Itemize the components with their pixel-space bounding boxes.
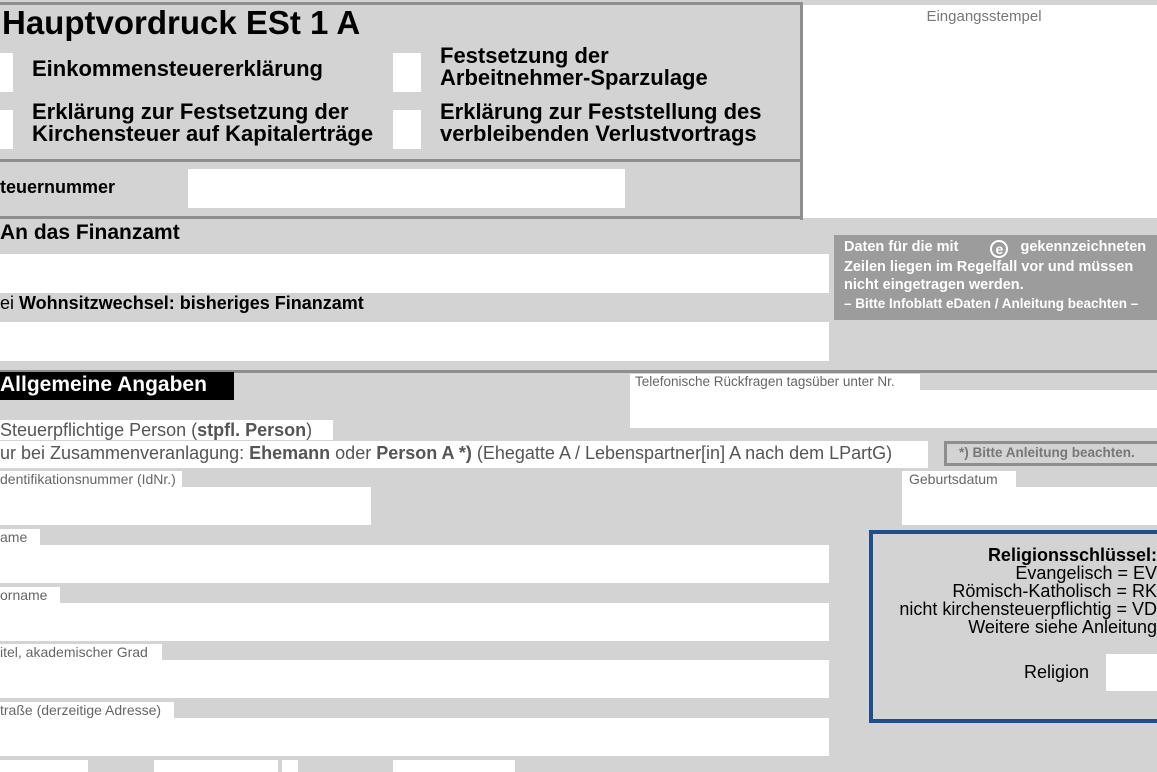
religion-key-text xyxy=(869,546,1157,636)
eingangsstempel-label: Eingangsstempel xyxy=(926,8,1042,25)
divider xyxy=(0,159,803,162)
steuernummer-label: teuernummer xyxy=(0,177,116,197)
edaten-e-icon: e xyxy=(990,240,1008,258)
zusammen-person-a: Person A xyxy=(376,443,454,463)
option-verlust-line2: verbleibenden Verlustvortrags xyxy=(440,121,757,146)
form-title: Hauptvordruck ESt 1 A xyxy=(2,4,361,41)
steuernummer-input[interactable] xyxy=(188,169,625,208)
allgemeine-angaben-heading: Allgemeine Angaben xyxy=(0,372,234,400)
option-kirchensteuer-line2: Kirchensteuer auf Kapitalerträge xyxy=(32,121,374,146)
person-post: ) xyxy=(306,420,313,440)
option-verlust-line1: Erklärung zur Feststellung des xyxy=(440,99,762,124)
vorname-input[interactable] xyxy=(0,603,829,641)
info-line2: Zeilen liegen im Regelfall vor und müssen xyxy=(844,259,1134,275)
next-row-label-strip xyxy=(282,760,298,772)
option-kirchensteuer-label xyxy=(32,101,373,145)
next-row-label-strip xyxy=(0,760,88,772)
info-line3: nicht eingetragen werden. xyxy=(844,276,1024,293)
religion-key-title: Religionsschlüssel: xyxy=(987,545,1157,565)
zusammen-mid: oder xyxy=(330,443,377,463)
religion-key-vd: nicht kirchensteuerpflichtig = VD xyxy=(899,599,1157,619)
option-verlust-label xyxy=(440,101,762,145)
zusammen-pre: ur bei Zusammenveranlagung: xyxy=(0,443,250,463)
next-row-label-strip xyxy=(154,760,278,772)
bisheriges-finanzamt-input[interactable] xyxy=(0,322,829,361)
finanzamt-input[interactable] xyxy=(0,254,829,293)
option-sparzulage-label xyxy=(440,45,708,89)
name-input[interactable] xyxy=(0,545,829,583)
geburtsdatum-input[interactable] xyxy=(902,487,1157,525)
person-bold: stpfl. Person xyxy=(197,420,307,440)
option-sparzulage-line1: Festsetzung der xyxy=(440,43,609,68)
religion-input[interactable] xyxy=(1106,654,1157,691)
religion-label: Religion xyxy=(1024,662,1090,682)
option-est-label: Einkommensteuererklärung xyxy=(32,56,323,81)
vorname-label: orname xyxy=(0,587,60,603)
info-line1-b: gekennzeichneten xyxy=(1020,239,1147,255)
option-kirchensteuer-line1: Erklärung zur Festsetzung der xyxy=(32,99,349,124)
titel-input[interactable] xyxy=(0,660,829,698)
checkbox-einkommensteuererklaerung[interactable] xyxy=(0,53,13,92)
name-label: ame xyxy=(0,529,40,545)
telefon-label: Telefonische Rückfragen tagsüber unter Nr. xyxy=(635,374,901,390)
religion-key-rk: Römisch-Katholisch = RK xyxy=(952,581,1157,601)
religion-key-more: Weitere siehe Anleitung xyxy=(968,617,1157,637)
checkbox-sparzulage[interactable] xyxy=(393,53,421,92)
info-line1 xyxy=(844,238,1157,258)
info-line1-a: Daten für die mit xyxy=(844,239,959,255)
strasse-label: traße (derzeitige Adresse) xyxy=(0,702,174,718)
zusammen-post: (Ehegatte A / Lebenspartner[in] A nach dem LPartG) xyxy=(471,443,893,463)
zusammen-ehemann: Ehemann xyxy=(249,443,331,463)
finanzamt-label: An das Finanzamt xyxy=(0,221,180,244)
info-line4: – Bitte Infoblatt eDaten / Anleitung beachten – xyxy=(844,295,1139,311)
divider xyxy=(0,216,803,219)
next-row-label-strip xyxy=(393,760,515,772)
idnr-input[interactable] xyxy=(0,487,371,525)
titel-label: itel, akademischer Grad xyxy=(0,644,162,660)
strasse-input[interactable] xyxy=(0,718,829,756)
zusammenveranlagung-label xyxy=(0,442,892,464)
wohnsitz-label xyxy=(0,293,364,313)
eingangsstempel-area xyxy=(803,5,1157,218)
zusammen-star: *) xyxy=(453,443,472,463)
telefon-label-gap xyxy=(920,374,1157,390)
person-label xyxy=(0,419,312,441)
geburtsdatum-label: Geburtsdatum xyxy=(902,471,1016,487)
person-pre: Steuerpflichtige Person ( xyxy=(0,420,198,440)
option-sparzulage-line2: Arbeitnehmer-Sparzulage xyxy=(440,65,708,90)
edaten-info-box xyxy=(834,235,1157,320)
wohnsitz-text: Wohnsitzwechsel: bisheriges Finanzamt xyxy=(19,293,364,313)
anleitung-hinweis: *) Bitte Anleitung beachten. xyxy=(944,441,1157,466)
checkbox-kirchensteuer[interactable] xyxy=(0,110,13,149)
checkbox-verlustvortrag[interactable] xyxy=(393,110,421,149)
wohnsitz-prefix: ei xyxy=(0,293,20,313)
religion-key-ev: Evangelisch = EV xyxy=(1015,563,1157,583)
telefon-input[interactable] xyxy=(630,390,1157,428)
idnr-label: dentifikationsnummer (IdNr.) xyxy=(0,471,182,487)
